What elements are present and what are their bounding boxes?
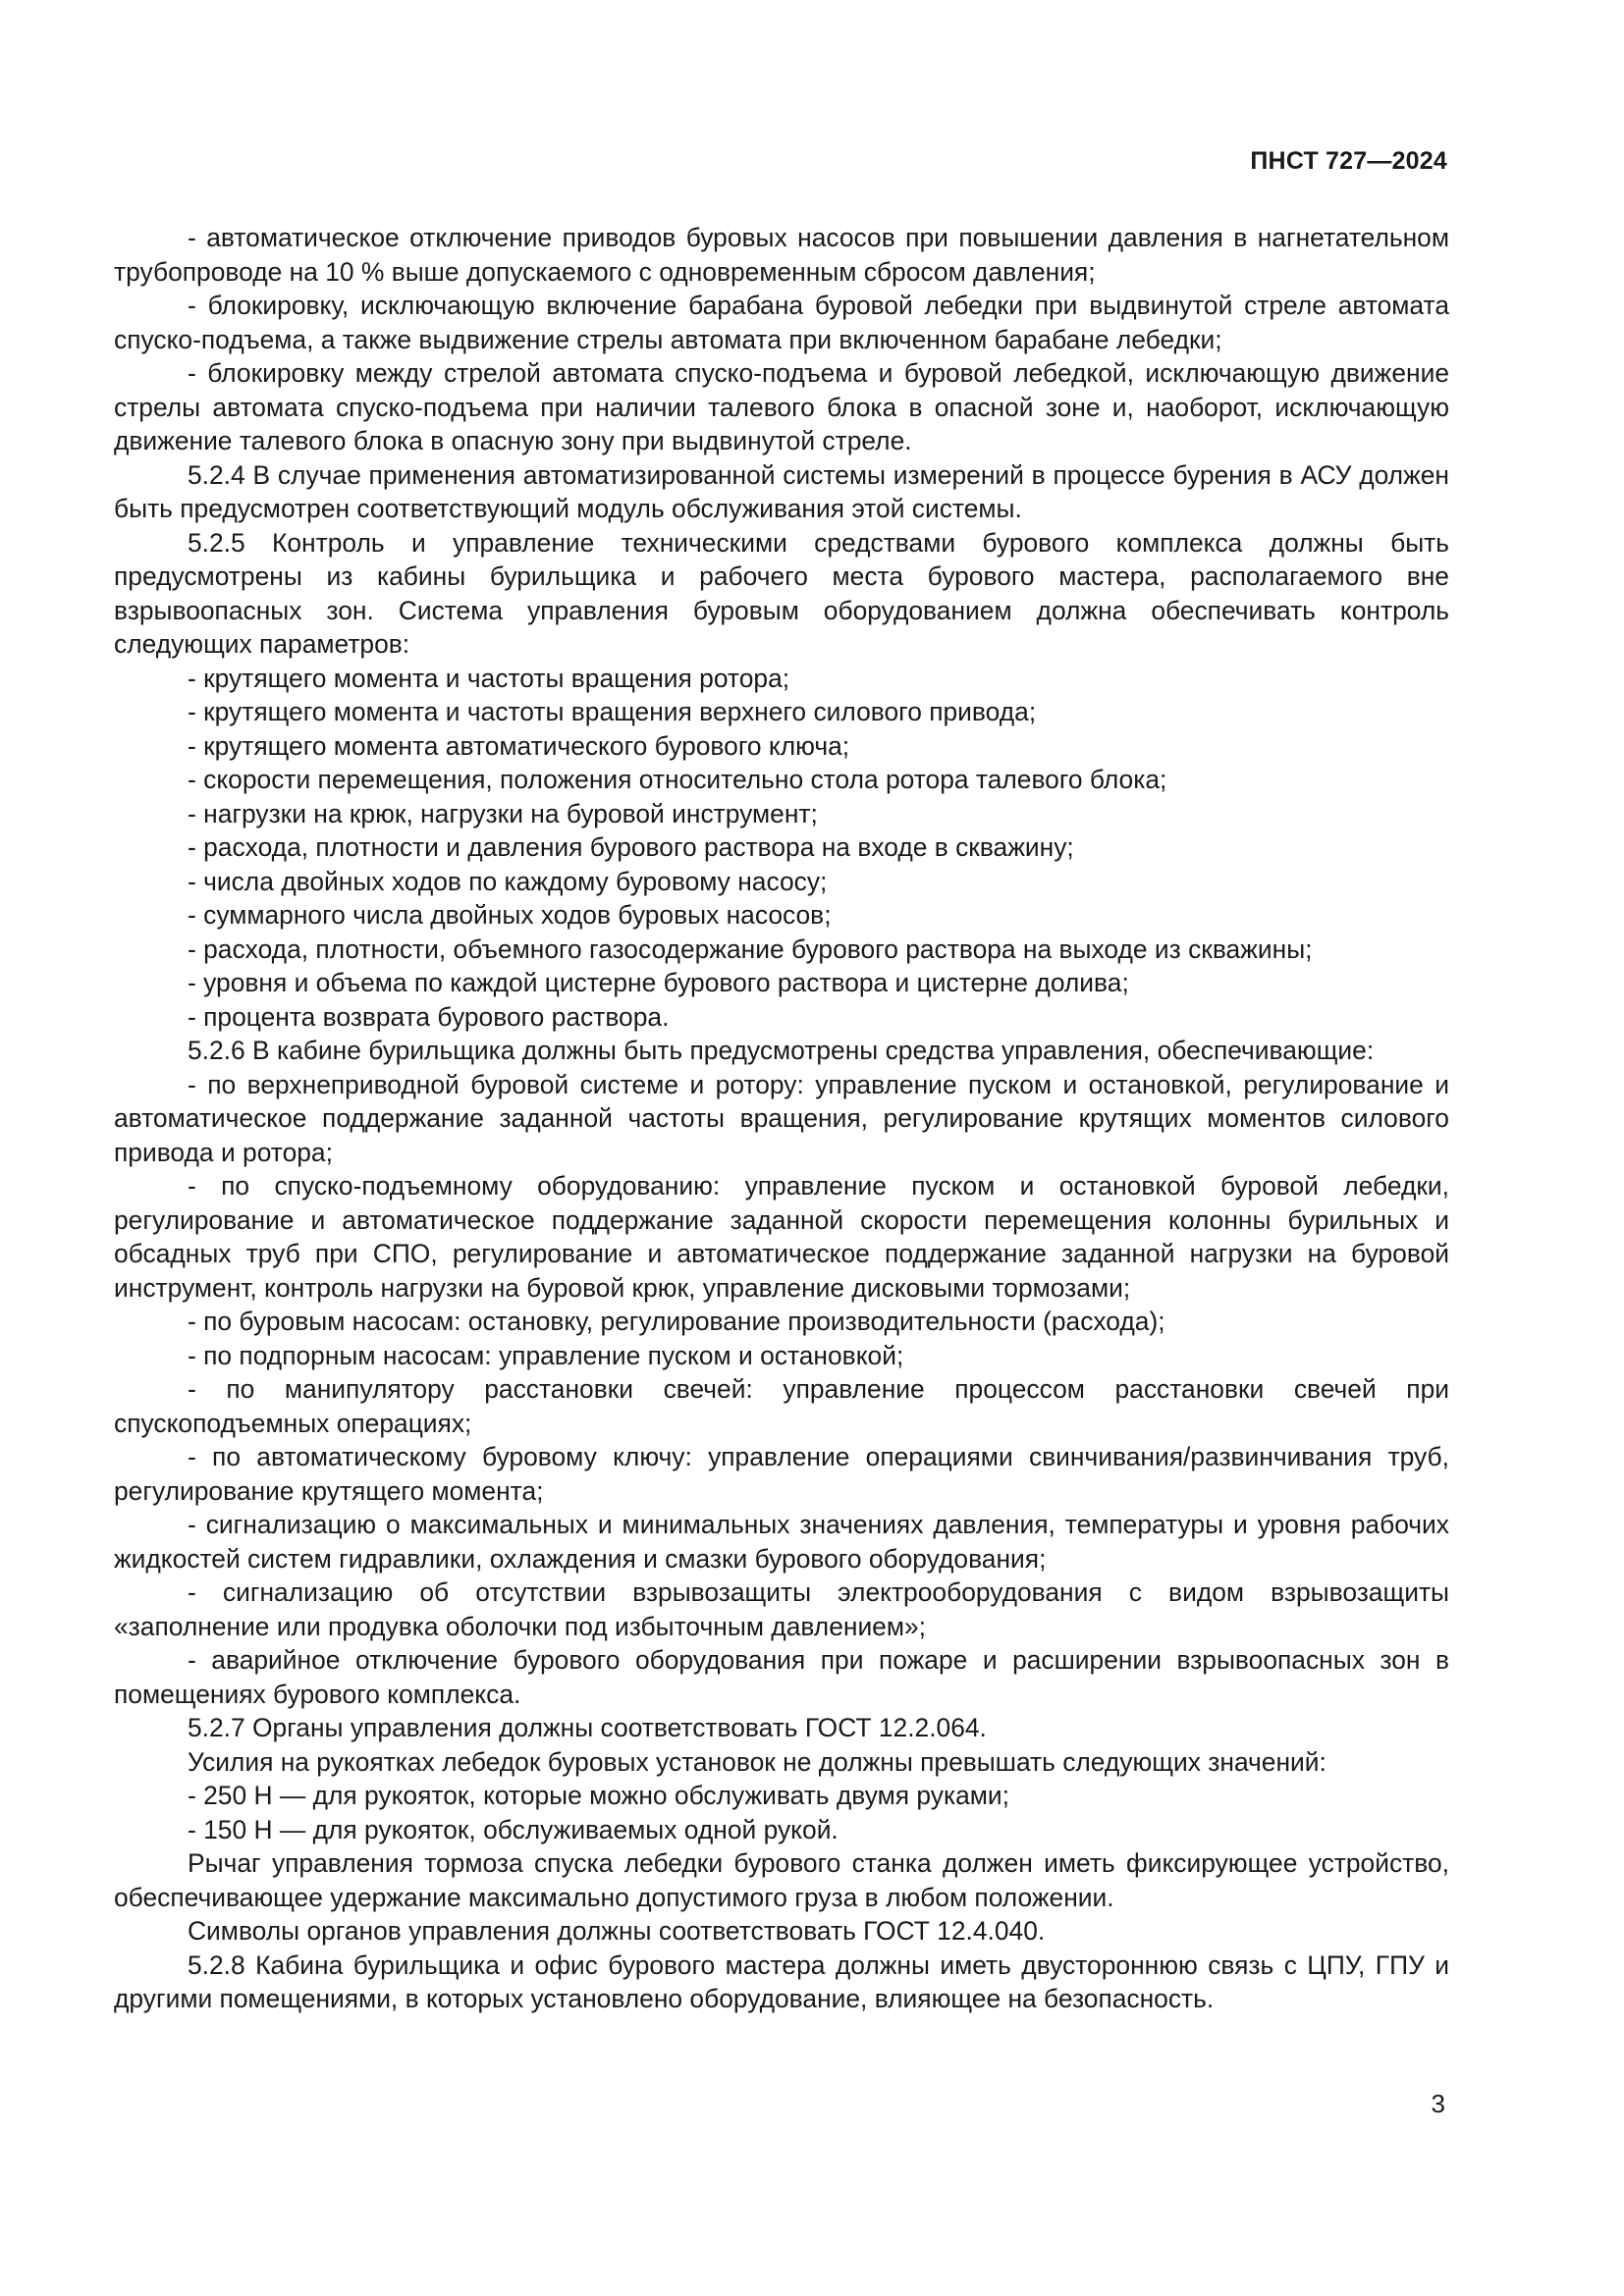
list-item-top-drive-control: - по верхнеприводной буровой системе и ротору: управление пуском и остановкой, регулирование и автоматическое поддержание заданной частоты вращения, регулирование крутящих моментов силового привода и ротора; xyxy=(114,1069,1449,1167)
list-item-wrench-torque: - крутящего момента автоматического бурового ключа; xyxy=(188,730,850,761)
list-item-top-drive-torque: - крутящего момента и частоты вращения верхнего силового привода; xyxy=(188,697,1037,726)
list-item-explosion-protection-alarm: - сигнализацию об отсутствии взрывозащиты электрооборудования с видом взрывозащиты «заполнение или продувка оболочки под избыточным давлением»; xyxy=(114,1577,1449,1641)
list-item-fluid-alarm: - сигнализацию о максимальных и минимальных значениях давления, температуры и уровня рабочих жидкостей систем гидравлики, охлаждения и смазки бурового оборудования; xyxy=(114,1510,1449,1574)
list-item-mud-return: - процента возврата бурового раствора. xyxy=(188,1001,670,1032)
document-code-header: ПНСТ 727—2024 xyxy=(1250,147,1447,175)
paragraph-control-symbols: Символы органов управления должны соответствовать ГОСТ 12.4.040. xyxy=(188,1916,1046,1946)
list-item-hook-load: - нагрузки на крюк, нагрузки на буровой инструмент; xyxy=(188,798,818,828)
list-item-tank-level: - уровня и объема по каждой цистерне бурового раствора и цистерне долива; xyxy=(188,968,1129,997)
paragraph-brake-lever: Рычаг управления тормоза спуска лебедки бурового станка должен иметь фиксирующее устройство, обеспечивающее удержание максимально допустимого груза в любом положении. xyxy=(114,1848,1449,1912)
paragraph-5-2-5: 5.2.5 Контроль и управление техническими средствами бурового комплекса должны быть предусмотрены из кабины бурильщика и рабочего места бурового мастера, располагаемого вне взрывоопасных зон. Система управления буровым оборудованием должна обеспечивать контроль следующих параметров: xyxy=(114,527,1449,659)
list-item-pipe-handler-control: - по манипулятору расстановки свечей: управление процессом расстановки свечей при спускоподъемных операциях; xyxy=(114,1374,1449,1438)
list-item-booster-pumps-control: - по подпорным насосам: управление пуском и остановкой; xyxy=(188,1340,904,1370)
list-item-rotor-torque: - крутящего момента и частоты вращения ротора; xyxy=(188,663,790,693)
document-body xyxy=(114,221,1449,2016)
list-item-wrench-control: - по автоматическому буровому ключу: управление операциями свинчивания/развинчивания труб, регулирование крутящего момента; xyxy=(114,1442,1449,1506)
list-item-250n: - 250 Н — для рукояток, которые можно обслуживать двумя руками; xyxy=(188,1781,1009,1810)
paragraph-drum-interlock: - блокировку, исключающую включение барабана буровой лебедки при выдвинутой стреле автомата спуско-подъема, а также выдвижение стрелы автомата при включенном барабане лебедки; xyxy=(114,291,1449,354)
paragraph-5-2-6: 5.2.6 В кабине бурильщика должны быть предусмотрены средства управления, обеспечивающие: xyxy=(188,1036,1375,1065)
list-item-pump-strokes: - числа двойных ходов по каждому буровому насосу; xyxy=(188,866,828,896)
list-item-total-strokes: - суммарного числа двойных ходов буровых насосов; xyxy=(188,900,832,930)
list-item-mud-outlet: - расхода, плотности, объемного газосодержание бурового раствора на выходе из скважины; xyxy=(188,934,1313,964)
list-item-emergency-shutdown: - аварийное отключение бурового оборудования при пожаре и расширении взрывоопасных зон в помещениях бурового комплекса. xyxy=(114,1645,1449,1709)
paragraph-5-2-4: 5.2.4 В случае применения автоматизированной системы измерений в процессе бурения в АСУ должен быть предусмотрен соответствующий модуль обслуживания этой системы. xyxy=(114,459,1449,523)
list-item-150n: - 150 Н — для рукояток, обслуживаемых одной рукой. xyxy=(188,1814,839,1844)
paragraph-boom-interlock: - блокировку между стрелой автомата спуско-подъема и буровой лебедкой, исключающую движение стрелы автомата спуско-подъема при наличии талевого блока в опасной зоне и, наоборот, исключающую движение талевого блока в опасную зону при выдвинутой стреле. xyxy=(114,358,1449,455)
paragraph-pump-shutdown: - автоматическое отключение приводов буровых насосов при повышении давления в нагнетательном трубопроводе на 10 % выше допускаемого с одновременным сбросом давления; xyxy=(114,223,1449,287)
list-item-mud-inlet: - расхода, плотности и давления бурового раствора на входе в скважину; xyxy=(188,832,1074,862)
list-item-block-speed: - скорости перемещения, положения относительно стола ротора талевого блока; xyxy=(188,765,1167,794)
paragraph-5-2-7: 5.2.7 Органы управления должны соответствовать ГОСТ 12.2.064. xyxy=(188,1713,987,1742)
page-number: 3 xyxy=(1431,2089,1445,2118)
list-item-hoisting-control: - по спуско-подъемному оборудованию: управление пуском и остановкой буровой лебедки, регулирование и автоматическое поддержание заданной скорости перемещения колонны бурильных и обсадных труб при СПО, регулирование и автоматическое поддержание заданной нагрузки на буровой инструмент, контроль нагрузки на буровой крюк, управление дисковыми тормозами; xyxy=(114,1171,1449,1303)
list-item-mud-pumps-control: - по буровым насосам: остановку, регулирование производительности (расхода); xyxy=(188,1307,1165,1336)
paragraph-handle-forces: Усилия на рукоятках лебедок буровых установок не должны превышать следующих значений: xyxy=(188,1746,1326,1777)
paragraph-5-2-8: 5.2.8 Кабина бурильщика и офис бурового мастера должны иметь двустороннюю связь с ЦПУ, ГПУ и другими помещениями, в которых установлено оборудование, влияющее на безопасность. xyxy=(114,1949,1449,2013)
